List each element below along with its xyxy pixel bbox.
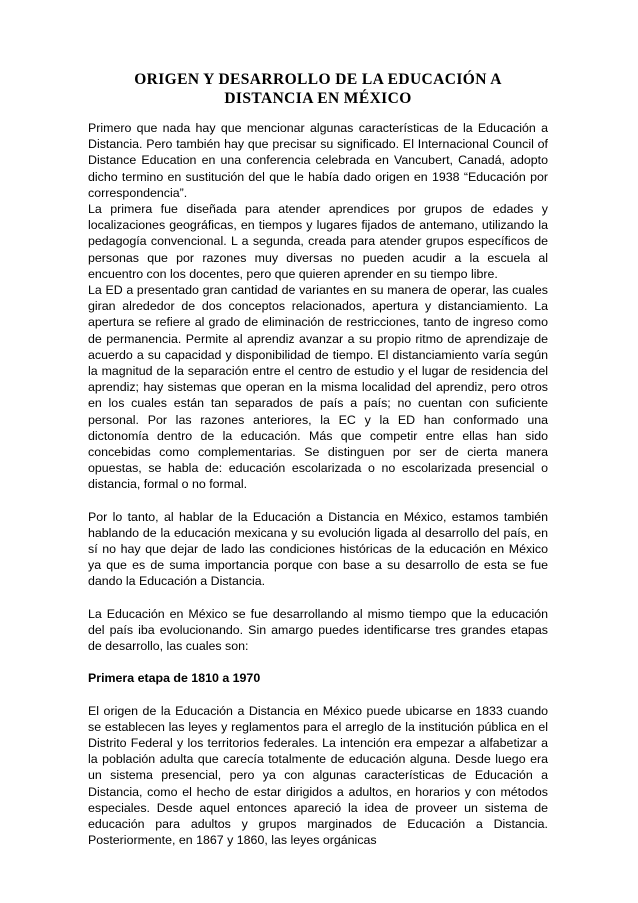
- title-line-1: ORIGEN Y DESARROLLO DE LA EDUCACIÓN A: [134, 71, 502, 88]
- paragraph-intro: Primero que nada hay que mencionar algunas características de la Educación a Distancia. Pero también hay que precisar su significado. El Internacional Council of Distance Education en una conferencia celebrada en Vancubert, Canadá, adopto dicho termino en sustitución del que le había dado origen en 1938 “Educación por correspondencia”.: [88, 121, 548, 200]
- paragraph-variants: La ED a presentado gran cantidad de variantes en su manera de operar, las cuales giran alrededor de dos conceptos relacionados, apertura y distanciamiento. La apertura se refiere al grado de eliminación de restricciones, tanto de ingreso como de permanencia. Permite al aprendiz avanzar a su propio ritmo de aprendizaje de acuerdo a su capacidad y disponibilidad de tiempo. El distanciamiento varía según la magnitud de la separación entre el centro de estudio y el lugar de residencia del aprendiz; hay sistemas que operan en la misma localidad del aprendiz, pero otros en los cuales están tan separados de país a país; no cuentan con suficiente personal. Por las razones anteriores, la EC y la ED han conformado una dictonomía dentro de la educación. Más que competir entre ellas han sido concebidas como complementarias. Se distinguen por ser de cierta manera opuestas, se habla de: educación escolarizada o no escolarizada presencial o distancia, formal o no formal.: [88, 283, 548, 492]
- paragraph-mexico: Por lo tanto, al hablar de la Educación a Distancia en México, estamos también hablando de la educación mexicana y su evolución ligada al desarrollo del país, en sí no hay que dejar de lado las condiciones históricas de la educación en México ya que es de suma importancia porque con base a su desarrollo de esta se fue dando la Educación a Distancia.: [88, 509, 548, 589]
- paragraph-origin: El origen de la Educación a Distancia en México puede ubicarse en 1833 cuando se establecen las leyes y reglamentos para el arreglo de la institución pública en el Distrito Federal y los territorios federales. La intención era empezar a alfabetizar a la población adulta que carecía totalmente de educación alguna. Desde luego era un sistema presencial, pero ya con algunas características de Educación a Distancia, como el hecho de estar dirigidos a adultos, en horarios y con métodos especiales. Desde aquel entonces apareció la idea de proveer un sistema de educación para adultos y grupos marginados de Educación a Distancia. Posteriormente, en 1867 y 1860, las leyes orgánicas: [88, 703, 548, 848]
- document-page: [88, 70, 548, 848]
- paragraph-stages: La Educación en México se fue desarrollando al mismo tiempo que la educación del país iba evolucionando. Sin amargo puedes identificarse tres grandes etapas de desarrollo, las cuales son:: [88, 606, 548, 654]
- paragraph-first-second: La primera fue diseñada para atender aprendices por grupos de edades y localizaciones geográficas, en tiempos y lugares fijados de antemano, utilizando la pedagogía convencional. L a segunda, creada para atender grupos específicos de personas que por razones muy diversas no pueden acudir a la escuela al encuentro con los docentes, pero que quieren aprender en su tiempo libre.: [88, 202, 548, 281]
- document-title: [88, 70, 548, 108]
- section-heading: Primera etapa de 1810 a 1970: [88, 671, 261, 686]
- title-line-2: DISTANCIA EN MÉXICO: [224, 90, 412, 107]
